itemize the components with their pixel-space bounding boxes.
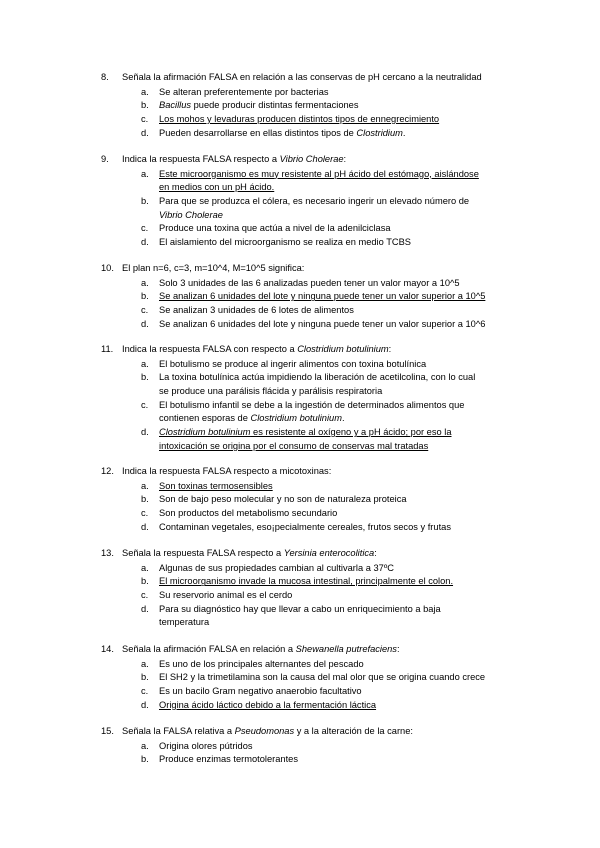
question-11	[101, 343, 571, 454]
question-prompt: 11. Indica la respuesta FALSA con respecto a Clostridium botulinium:	[101, 344, 392, 354]
option-c: c. Su reservorio animal es el cerdo	[141, 590, 293, 600]
question-prompt: 13. Señala la respuesta FALSA respecto a Yersinia enterocolitica:	[101, 548, 377, 558]
question-prompt: 9. Indica la respuesta FALSA respecto a Vibrio Cholerae:	[101, 154, 347, 164]
option-a: a. El botulismo se produce al ingerir alimentos con toxina botulínica	[141, 358, 427, 369]
option-c: c. Son productos del metabolismo secundario	[141, 508, 338, 518]
question-13	[101, 547, 571, 630]
option-a: a. Solo 3 unidades de las 6 analizadas pueden tener un valor mayor a 10^5	[141, 277, 460, 288]
option-a: a. Se alteran preferentemente por bacterias	[141, 86, 329, 97]
question-prompt: 8. Señala la afirmación FALSA en relación a las conservas de pH cercano a la neutralidad	[101, 71, 571, 85]
option-d: d. El aislamiento del microorganismo se realiza en medio TCBS	[141, 237, 411, 248]
question-15	[101, 725, 571, 767]
option-c: c. El botulismo infantil se debe a la ingestión de determinados alimentos que contienen esporas de Clostridium botulinium.	[141, 399, 465, 424]
question-prompt: 10. El plan n=6, c=3, m=10^4, M=10^5 significa:	[101, 263, 305, 273]
option-a: a. Es uno de los principales alternantes del pescado	[141, 658, 364, 669]
option-a: a. Origina olores pútridos	[141, 740, 253, 751]
question-10	[101, 262, 571, 331]
question-9	[101, 153, 571, 250]
option-b: b. Son de bajo peso molecular y no son de naturaleza proteica	[141, 494, 407, 505]
option-b: b. Bacillus puede producir distintas fermentaciones	[141, 100, 359, 111]
option-d: d. Contaminan vegetales, eso¡pecialmente cereales, frutos secos y frutas	[141, 521, 451, 532]
question-prompt: 12. Indica la respuesta FALSA respecto a micotoxinas:	[101, 466, 332, 476]
question-8	[101, 71, 571, 140]
option-d: d. Pueden desarrollarse en ellas distintos tipos de Clostridium.	[141, 127, 406, 138]
option-d-answer: d. Origina ácido láctico debido a la fermentación láctica	[141, 699, 377, 710]
question-14	[101, 643, 571, 712]
option-c-answer: c. Los mohos y levaduras producen distintos tipos de ennegrecimiento	[141, 114, 440, 124]
option-a: a. Algunas de sus propiedades cambian al cultivarla a 37ºC	[141, 562, 394, 573]
option-a-answer: a. Este microorganismo es muy resistente al pH ácido del estómago, aislándose en medios con un pH ácido.	[141, 168, 479, 193]
option-b: b. La toxina botulínica actúa impidiendo la liberación de acetilcolina, con lo cual se produce una parálisis flácida y parálisis respiratoria	[141, 372, 476, 396]
option-c: c. Produce una toxina que actúa a nivel de la adenilciclasa	[141, 223, 391, 234]
question-number: 8.	[101, 72, 109, 82]
option-b: b. El SH2 y la trimetilamina son la causa del mal olor que se origina cuando crece	[141, 672, 486, 683]
option-b-answer: b. Se analizan 6 unidades del lote y ninguna puede tener un valor superior a 10^5	[141, 291, 486, 302]
question-12	[101, 465, 571, 534]
option-b: b. Produce enzimas termotolerantes	[141, 754, 299, 765]
question-prompt: 15. Señala la FALSA relativa a Pseudomonas y a la alteración de la carne:	[101, 726, 413, 736]
option-d: d. Se analizan 6 unidades del lote y ninguna puede tener un valor superior a 10^6	[141, 318, 486, 329]
option-b-answer: b. El microorganismo invade la mucosa intestinal, principalmente el colon.	[141, 576, 454, 587]
option-d: d. Para su diagnóstico hay que llevar a cabo un enriquecimiento a baja temperatura	[141, 603, 441, 628]
option-a-answer: a. Son toxinas termosensibles	[141, 480, 273, 491]
option-d-answer: d. Clostridium botulinium es resistente al oxígeno y a pH ácido; por eso la intoxicación se origina por el consumo de conservas mal tratadas	[141, 427, 452, 451]
option-c: c. Es un bacilo Gram negativo anaerobio facultativo	[141, 686, 362, 696]
option-b: b. Para que se produzca el cólera, es necesario ingerir un elevado número de Vibrio Cholerae	[141, 196, 470, 220]
question-prompt: 14. Señala la afirmación FALSA en relación a Shewanella putrefaciens:	[101, 644, 400, 654]
option-c: c. Se analizan 3 unidades de 6 lotes de alimentos	[141, 305, 354, 315]
